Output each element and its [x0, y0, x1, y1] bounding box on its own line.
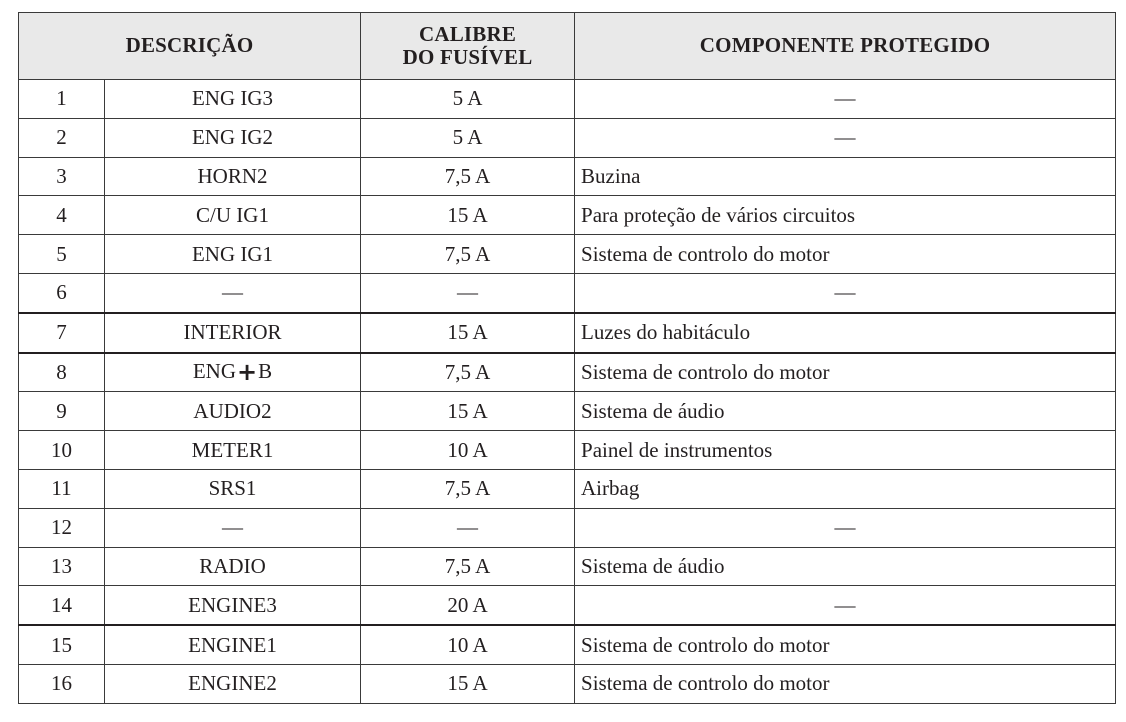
header-fuse-rating	[361, 13, 575, 80]
protected-component: Sistema de áudio	[575, 547, 1116, 586]
table-row	[19, 547, 1116, 586]
fuse-rating: 10 A	[361, 625, 575, 664]
fuse-number: 13	[19, 547, 105, 586]
fuse-rating: 7,5 A	[361, 157, 575, 196]
protected-component: —	[575, 508, 1116, 547]
fuse-rating: 20 A	[361, 586, 575, 625]
protected-component: —	[575, 118, 1116, 157]
fuse-name: ENGINE3	[105, 586, 361, 625]
fuse-number: 4	[19, 196, 105, 235]
table-row	[19, 664, 1116, 703]
fuse-rating: 15 A	[361, 392, 575, 431]
table-row	[19, 157, 1116, 196]
fuse-table	[18, 12, 1116, 704]
table-row	[19, 313, 1116, 353]
table-row	[19, 586, 1116, 625]
fuse-number: 5	[19, 235, 105, 274]
protected-component: —	[575, 273, 1116, 312]
fuse-name: HORN2	[105, 157, 361, 196]
fuse-name: C/U IG1	[105, 196, 361, 235]
protected-component: Sistema de controlo do motor	[575, 664, 1116, 703]
protected-component: Luzes do habitáculo	[575, 313, 1116, 353]
header-protected-component: COMPONENTE PROTEGIDO	[575, 13, 1116, 80]
fuse-number: 2	[19, 118, 105, 157]
fuse-rating: —	[361, 508, 575, 547]
fuse-rating: 10 A	[361, 431, 575, 470]
protected-component: Para proteção de vários circuitos	[575, 196, 1116, 235]
fuse-name-prefix: ENG	[192, 359, 237, 384]
fuse-name: ENG IG2	[105, 118, 361, 157]
fuse-rating: 7,5 A	[361, 469, 575, 508]
fuse-number: 6	[19, 273, 105, 312]
fuse-name-suffix: B	[258, 359, 273, 384]
fuse-name: RADIO	[105, 547, 361, 586]
fuse-rating: 7,5 A	[361, 353, 575, 392]
protected-component: Buzina	[575, 157, 1116, 196]
fuse-rating: —	[361, 273, 575, 312]
header-rating-line1: CALIBRE	[418, 21, 517, 46]
fuse-rating: 5 A	[361, 80, 575, 119]
table-row	[19, 80, 1116, 119]
fuse-name: AUDIO2	[105, 392, 361, 431]
fuse-name	[105, 353, 361, 392]
fuse-rating: 15 A	[361, 664, 575, 703]
table-body	[19, 80, 1116, 704]
protected-component: Sistema de controlo do motor	[575, 625, 1116, 664]
fuse-number: 3	[19, 157, 105, 196]
fuse-rating: 7,5 A	[361, 235, 575, 274]
fuse-rating: 15 A	[361, 196, 575, 235]
fuse-name: —	[105, 273, 361, 312]
fuse-number: 7	[19, 313, 105, 353]
fuse-name: —	[105, 508, 361, 547]
fuse-name: ENGINE2	[105, 664, 361, 703]
protected-component: Painel de instrumentos	[575, 431, 1116, 470]
table-row	[19, 508, 1116, 547]
fuse-number: 12	[19, 508, 105, 547]
fuse-rating: 5 A	[361, 118, 575, 157]
fuse-number: 14	[19, 586, 105, 625]
fuse-name: ENG IG1	[105, 235, 361, 274]
fuse-number: 15	[19, 625, 105, 664]
fuse-rating: 7,5 A	[361, 547, 575, 586]
protected-component: —	[575, 80, 1116, 119]
table-row	[19, 273, 1116, 312]
table-row	[19, 118, 1116, 157]
fuse-number: 11	[19, 469, 105, 508]
table-row	[19, 431, 1116, 470]
protected-component: Sistema de controlo do motor	[575, 353, 1116, 392]
header-description: DESCRIÇÃO	[19, 13, 361, 80]
fuse-number: 10	[19, 431, 105, 470]
header-row	[19, 13, 1116, 80]
header-rating-line2: DO FUSÍVEL	[402, 45, 533, 69]
table-row	[19, 469, 1116, 508]
fuse-number: 16	[19, 664, 105, 703]
table-row	[19, 625, 1116, 664]
protected-component: —	[575, 586, 1116, 625]
fuse-name: METER1	[105, 431, 361, 470]
table-row	[19, 196, 1116, 235]
protected-component: Sistema de áudio	[575, 392, 1116, 431]
fuse-name: ENGINE1	[105, 625, 361, 664]
table-row	[19, 392, 1116, 431]
fuse-number: 8	[19, 353, 105, 392]
fuse-name: ENG IG3	[105, 80, 361, 119]
table-row	[19, 353, 1116, 392]
table-header	[19, 13, 1116, 80]
fuse-rating: 15 A	[361, 313, 575, 353]
fuse-name: SRS1	[105, 469, 361, 508]
protected-component: Airbag	[575, 469, 1116, 508]
fuse-number: 9	[19, 392, 105, 431]
protected-component: Sistema de controlo do motor	[575, 235, 1116, 274]
battery-plus-symbol: +	[237, 358, 258, 387]
fuse-number: 1	[19, 80, 105, 119]
table-row	[19, 235, 1116, 274]
fuse-name: INTERIOR	[105, 313, 361, 353]
